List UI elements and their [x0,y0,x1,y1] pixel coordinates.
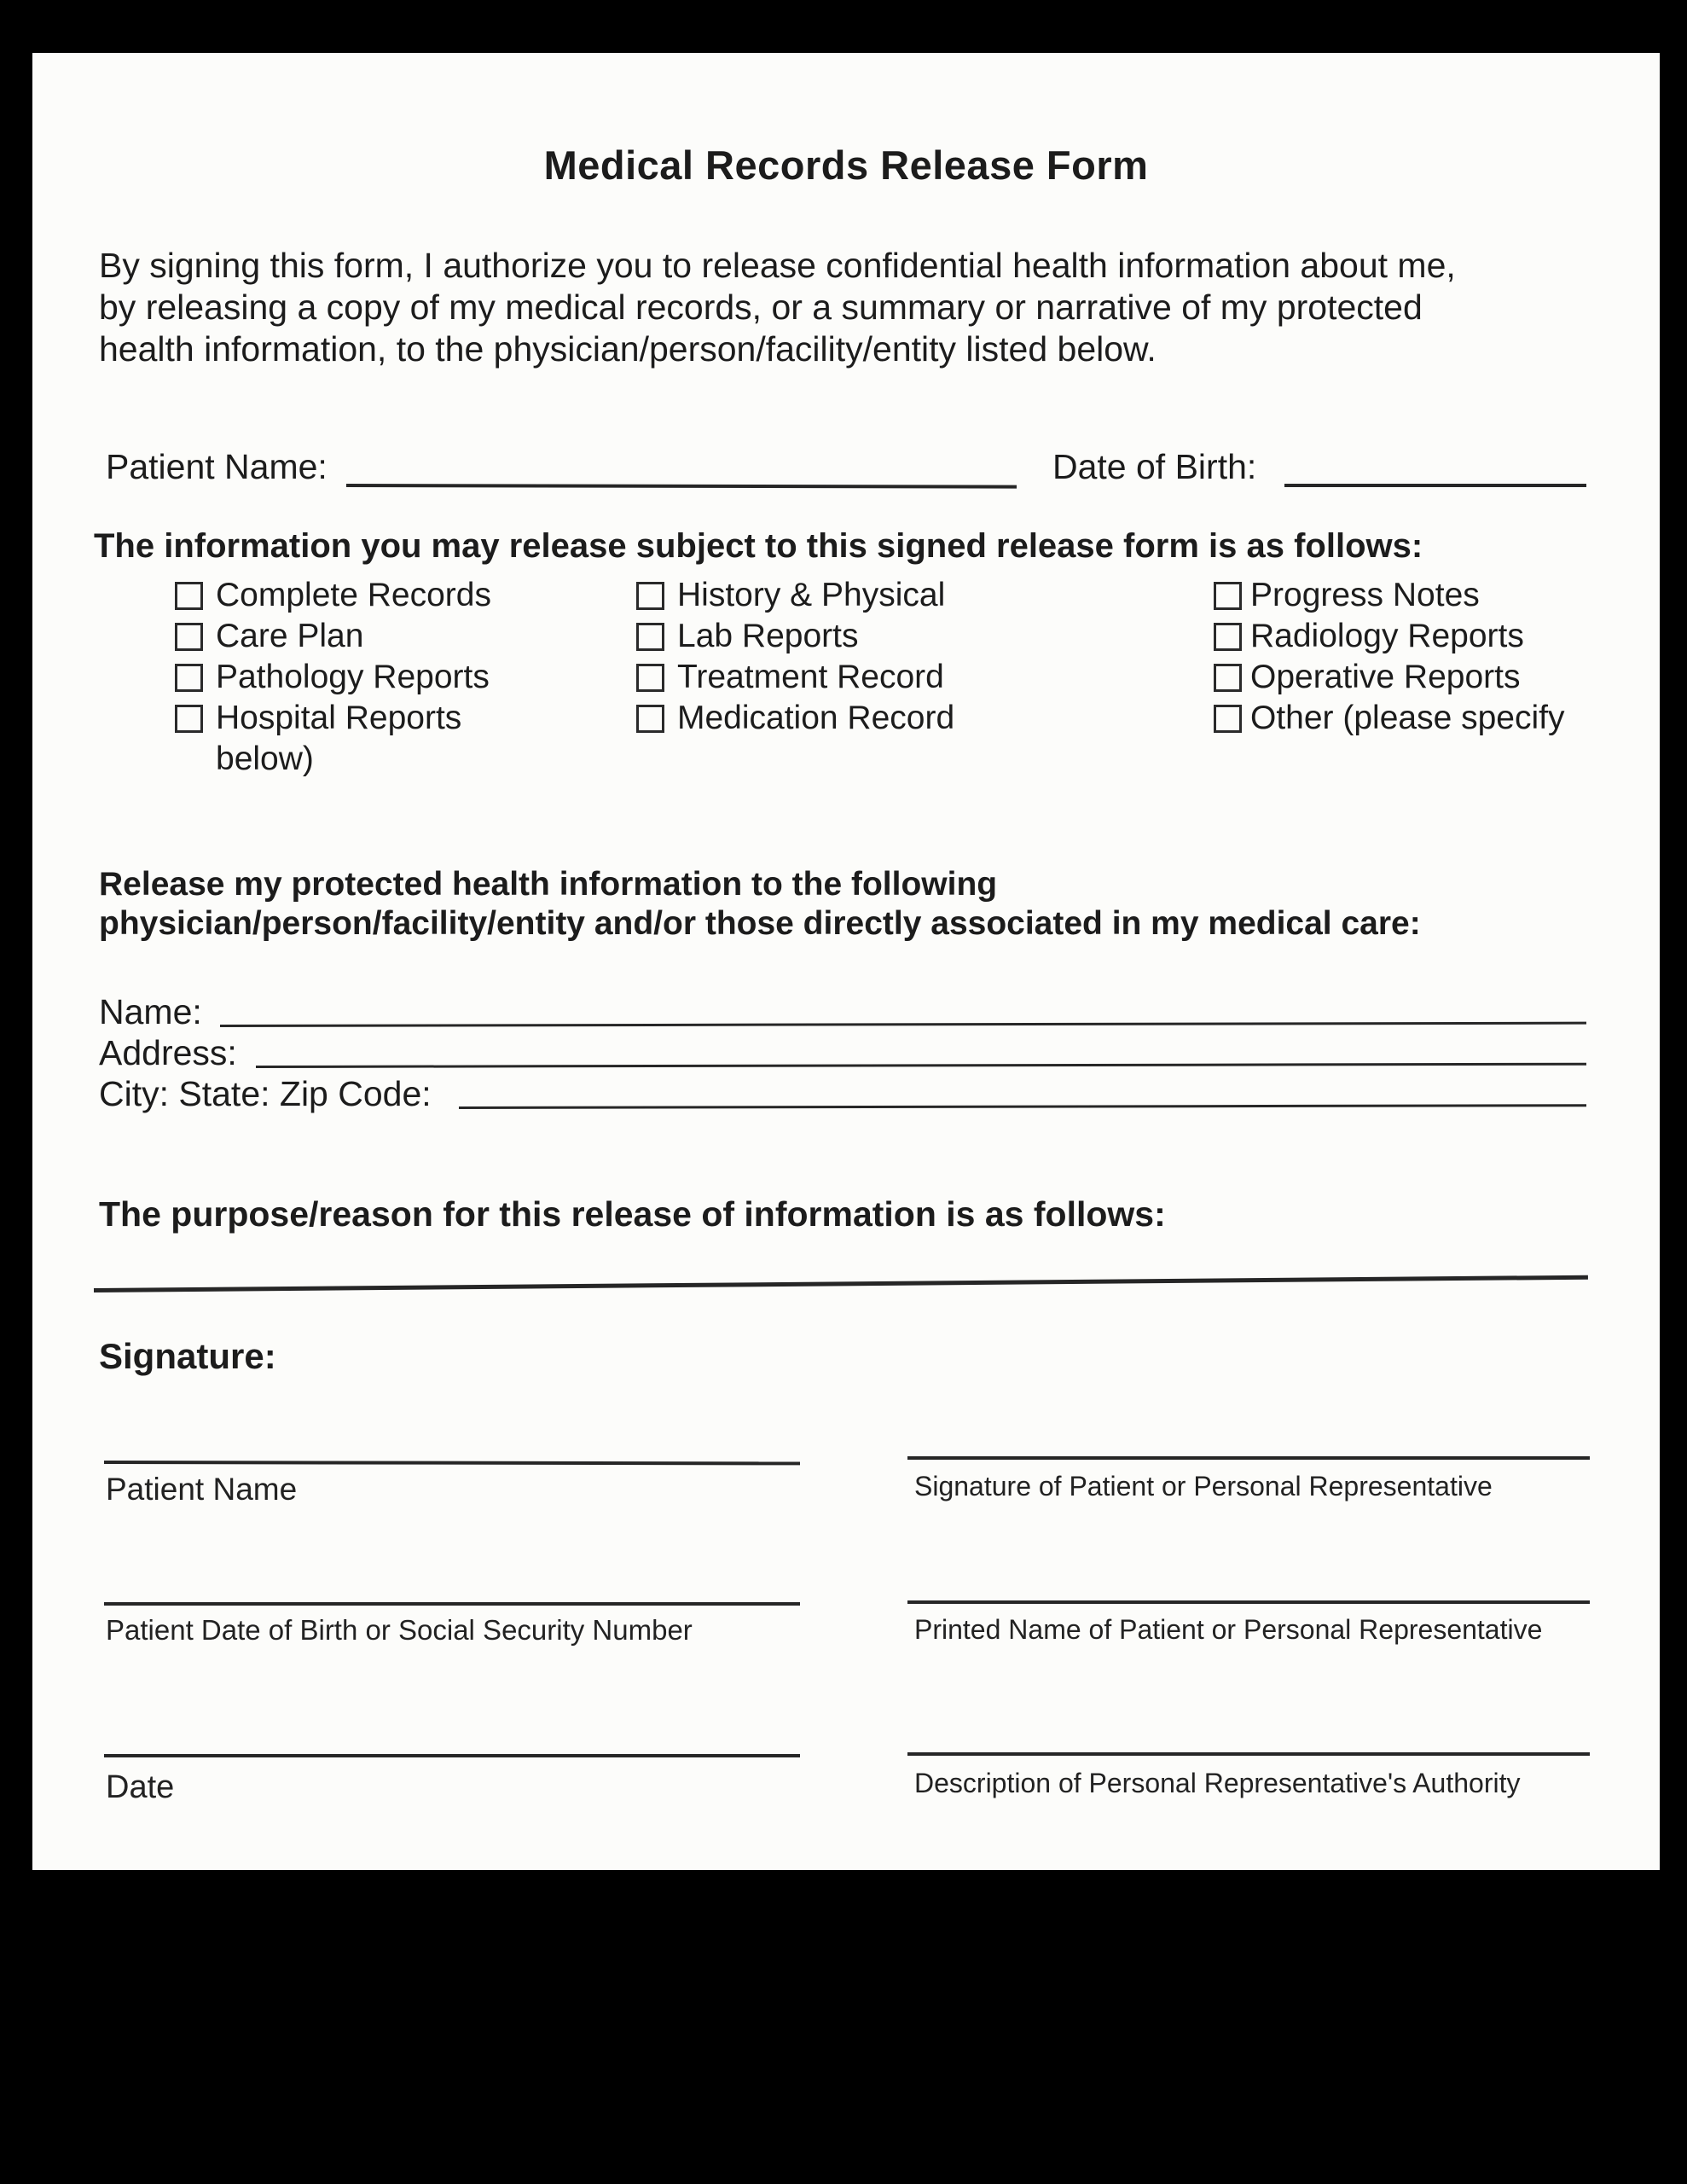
sig-dob-ssn-label: Patient Date of Birth or Social Security Number [106,1614,693,1646]
sig-rep-authority-line[interactable] [907,1752,1590,1756]
checkbox-row-care-plan [175,616,491,657]
purpose-input-line[interactable] [94,1275,1588,1292]
sig-printed-name-line[interactable] [907,1600,1590,1604]
checkbox-lab-reports[interactable] [636,623,664,651]
form-title: Medical Records Release Form [543,142,1149,188]
checkbox-other[interactable] [1214,705,1242,733]
checkbox-label: History & Physical [677,577,946,613]
checkbox-history-physical[interactable] [636,582,664,610]
checkbox-row-pathology-reports [175,657,491,698]
checkbox-row-other [1214,698,1565,739]
form-page [32,53,1660,1870]
patient-name-input-line[interactable] [346,484,1017,489]
checkbox-complete-records[interactable] [175,582,203,610]
checkbox-progress-notes[interactable] [1214,582,1242,610]
recipient-city-state-zip-input-line[interactable] [459,1104,1586,1109]
checkbox-pathology-reports[interactable] [175,664,203,692]
checkbox-label: Treatment Record [677,659,944,695]
checkbox-label: Care Plan [216,618,364,654]
release-to-heading-line-1: Release my protected health information to the following [99,866,998,903]
checkbox-radiology-reports[interactable] [1214,623,1242,651]
checkbox-row-treatment-record [636,657,954,698]
checkbox-label: Complete Records [216,577,491,613]
dob-label: Date of Birth: [1052,447,1257,486]
checkbox-label: Lab Reports [677,618,859,654]
recipient-name-label: Name: [99,992,202,1031]
intro-line-3: health information, to the physician/person/facility/entity listed below. [99,329,1157,369]
checkbox-label: Progress Notes [1250,577,1480,613]
checkbox-label: Hospital Reports [216,700,462,736]
recipient-address-input-line[interactable] [256,1063,1586,1068]
checkbox-label: Operative Reports [1250,659,1521,695]
checkbox-medication-record[interactable] [636,705,664,733]
sig-date-label: Date [106,1769,175,1805]
release-info-heading: The information you may release subject to this signed release form is as follows: [94,527,1423,565]
checkbox-row-lab-reports [636,616,954,657]
checkbox-row-history-physical [636,575,954,616]
checkbox-column-3 [1214,575,1565,739]
checkbox-label: Medication Record [677,700,955,736]
sig-patient-name-label: Patient Name [106,1472,298,1507]
sig-date-line[interactable] [104,1754,800,1757]
checkbox-label: Other (please specify [1250,700,1565,736]
checkbox-row-hospital-reports [175,698,491,739]
dob-input-line[interactable] [1284,484,1586,487]
checkbox-label: Pathology Reports [216,659,490,695]
patient-name-label: Patient Name: [106,447,328,486]
checkbox-row-complete-records [175,575,491,616]
checkbox-row-medication-record [636,698,954,739]
other-specify-continuation: below) [216,741,314,777]
recipient-address-label: Address: [99,1033,237,1072]
checkbox-hospital-reports[interactable] [175,705,203,733]
checkbox-row-operative-reports [1214,657,1565,698]
release-to-heading-line-2: physician/person/facility/entity and/or those directly associated in my medical care: [99,905,1421,942]
sig-rep-authority-label: Description of Personal Representative's Authority [914,1768,1521,1798]
sig-printed-name-label: Printed Name of Patient or Personal Representative [914,1614,1543,1645]
checkbox-operative-reports[interactable] [1214,664,1242,692]
recipient-city-state-zip-label: City: State: Zip Code: [99,1074,432,1113]
checkbox-column-2 [636,575,954,739]
recipient-name-input-line[interactable] [220,1022,1586,1027]
sig-signature-label: Signature of Patient or Personal Representative [914,1471,1493,1502]
purpose-heading: The purpose/reason for this release of information is as follows: [99,1194,1166,1234]
intro-line-2: by releasing a copy of my medical records, or a summary or narrative of my protected [99,288,1423,327]
checkbox-care-plan[interactable] [175,623,203,651]
checkbox-column-1 [175,575,491,780]
checkbox-treatment-record[interactable] [636,664,664,692]
signature-heading: Signature: [99,1336,276,1376]
sig-signature-line[interactable] [907,1456,1590,1460]
checkbox-row-progress-notes [1214,575,1565,616]
intro-line-1: By signing this form, I authorize you to release confidential health information about me, [99,246,1456,285]
checkbox-row-radiology-reports [1214,616,1565,657]
sig-patient-name-line[interactable] [104,1461,800,1465]
checkbox-label: Radiology Reports [1250,618,1524,654]
sig-dob-ssn-line[interactable] [104,1602,800,1606]
